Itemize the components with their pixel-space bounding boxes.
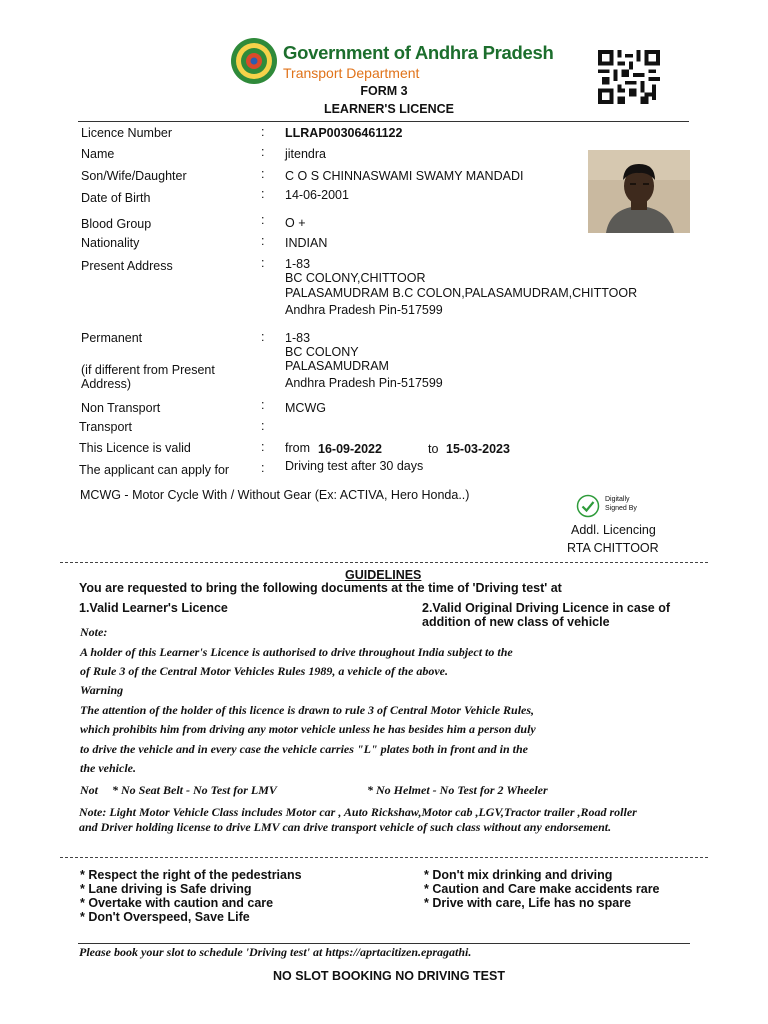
colon: :: [261, 125, 265, 139]
dob-value: 14-06-2001: [285, 188, 349, 202]
colon: :: [261, 461, 265, 475]
note-label: Note:: [80, 625, 108, 639]
section-divider: [60, 562, 708, 563]
present-address-line: BC COLONY,CHITTOOR: [285, 271, 426, 285]
non-transport-label: Non Transport: [81, 401, 161, 415]
validity-label: This Licence is valid: [79, 441, 191, 455]
vehicle-class-note: MCWG - Motor Cycle With / Without Gear (Ex: ACTIVA, Hero Honda..): [80, 488, 470, 502]
colon: :: [261, 419, 265, 433]
permanent-address-sublabel: Address): [81, 377, 132, 391]
warning-text: the vehicle.: [80, 761, 136, 775]
safety-tip: * Don't Overspeed, Save Life: [80, 910, 250, 924]
safety-tip: * Lane driving is Safe driving: [80, 882, 252, 896]
applicant-photo: [588, 150, 690, 233]
colon: :: [261, 187, 265, 201]
no-slot-warning: NO SLOT BOOKING NO DRIVING TEST: [273, 969, 505, 983]
colon: :: [261, 234, 265, 248]
ap-government-emblem-icon: [230, 37, 278, 85]
transport-label: Transport: [79, 420, 133, 434]
lmv-note: and Driver holding license to drive LMV can drive transport vehicle of such class without any endorsement.: [79, 820, 612, 834]
government-title: Government of Andhra Pradesh: [283, 42, 554, 63]
validity-from-date: 16-09-2022: [318, 442, 382, 456]
name-value: jitendra: [285, 147, 326, 161]
warning-text: The attention of the holder of this licence is drawn to rule 3 of Central Motor Vehicle Rules,: [80, 703, 535, 717]
department-title: Transport Department: [283, 65, 420, 81]
note-text: of Rule 3 of the Central Motor Vehicles Rules 1989, a vehicle of the above.: [80, 664, 448, 678]
no-helmet-rule: * No Helmet - No Test for 2 Wheeler: [367, 783, 548, 797]
dob-label: Date of Birth: [81, 191, 151, 205]
blood-group-value: O +: [285, 216, 306, 230]
footer-divider: [78, 943, 690, 944]
safety-tip: * Respect the right of the pedestrians: [80, 868, 302, 882]
form-number: FORM 3: [360, 84, 408, 98]
blood-group-label: Blood Group: [81, 217, 152, 231]
warning-text: which prohibits him from driving any motor vehicle unless he has besides him a person duly: [80, 722, 536, 736]
colon: :: [261, 145, 265, 159]
present-address-line: 1-83: [285, 257, 311, 271]
colon: :: [261, 398, 265, 412]
permanent-address-line: 1-83: [285, 331, 311, 345]
signing-office: RTA CHITTOOR: [567, 541, 659, 555]
licence-number-label: Licence Number: [81, 126, 173, 140]
permanent-address-line: PALASAMUDRAM: [285, 359, 389, 373]
relation-label: Son/Wife/Daughter: [81, 169, 187, 183]
safety-tip: * Overtake with caution and care: [80, 896, 274, 910]
not-label: Not: [80, 783, 98, 797]
nationality-value: INDIAN: [285, 236, 328, 250]
apply-for-label: The applicant can apply for: [79, 463, 230, 477]
safety-tip: * Don't mix drinking and driving: [424, 868, 613, 882]
guidelines-intro: You are requested to bring the following documents at the time of 'Driving test' at: [79, 581, 562, 595]
no-seat-belt-rule: * No Seat Belt - No Test for LMV: [112, 783, 277, 797]
licence-number-value: LLRAP00306461122: [285, 126, 403, 140]
permanent-address-sublabel: (if different from Present: [81, 363, 215, 377]
required-document-2: 2.Valid Original Driving Licence in case of: [422, 601, 670, 615]
colon: :: [261, 167, 265, 181]
lmv-note: Note: Light Motor Vehicle Class includes Motor car , Auto Rickshaw,Motor cab ,LGV,Tractor trailer ,Road roller: [79, 805, 637, 819]
required-document-2: addition of new class of vehicle: [422, 615, 610, 629]
digitally-signed-text: Signed By: [605, 505, 637, 512]
warning-text: to drive the vehicle and in every case the vehicle carries "L" plates both in front and in the: [80, 742, 528, 756]
name-label: Name: [81, 147, 115, 161]
signing-officer: Addl. Licencing: [571, 523, 656, 537]
digitally-signed-text: Digitally: [605, 496, 630, 503]
digital-signature-check-icon: [576, 494, 600, 518]
present-address-line: PALASAMUDRAM B.C COLON,PALASAMUDRAM,CHITTOOR: [285, 286, 638, 300]
validity-to-date: 15-03-2023: [446, 442, 510, 456]
section-divider: [60, 857, 708, 858]
colon: :: [261, 256, 265, 270]
warning-label: Warning: [80, 683, 124, 697]
header-divider: [78, 121, 689, 122]
permanent-address-label: Permanent: [81, 331, 143, 345]
required-document-1: 1.Valid Learner's Licence: [79, 601, 228, 615]
note-text: A holder of this Learner's Licence is authorised to drive throughout India subject to the: [80, 645, 513, 659]
non-transport-value: MCWG: [285, 401, 326, 415]
safety-tip: * Caution and Care make accidents rare: [424, 882, 660, 896]
document-title: LEARNER'S LICENCE: [323, 102, 455, 116]
colon: :: [261, 330, 265, 344]
guidelines-heading: GUIDELINES: [345, 568, 422, 582]
validity-from-label: from: [285, 441, 310, 455]
safety-tip: * Drive with care, Life has no spare: [424, 896, 632, 910]
present-address-label: Present Address: [81, 259, 173, 273]
validity-to-label: to: [428, 442, 439, 456]
colon: :: [261, 213, 265, 227]
apply-for-value: Driving test after 30 days: [285, 459, 424, 473]
nationality-label: Nationality: [81, 236, 140, 250]
permanent-address-line: Andhra Pradesh Pin-517599: [285, 376, 443, 390]
booking-instruction: Please book your slot to schedule 'Driving test' at https://aprtacitizen.epragathi.: [79, 945, 472, 959]
present-address-line: Andhra Pradesh Pin-517599: [285, 303, 443, 317]
relation-value: C O S CHINNASWAMI SWAMY MANDADI: [285, 169, 524, 183]
colon: :: [261, 440, 265, 454]
permanent-address-line: BC COLONY: [285, 345, 359, 359]
